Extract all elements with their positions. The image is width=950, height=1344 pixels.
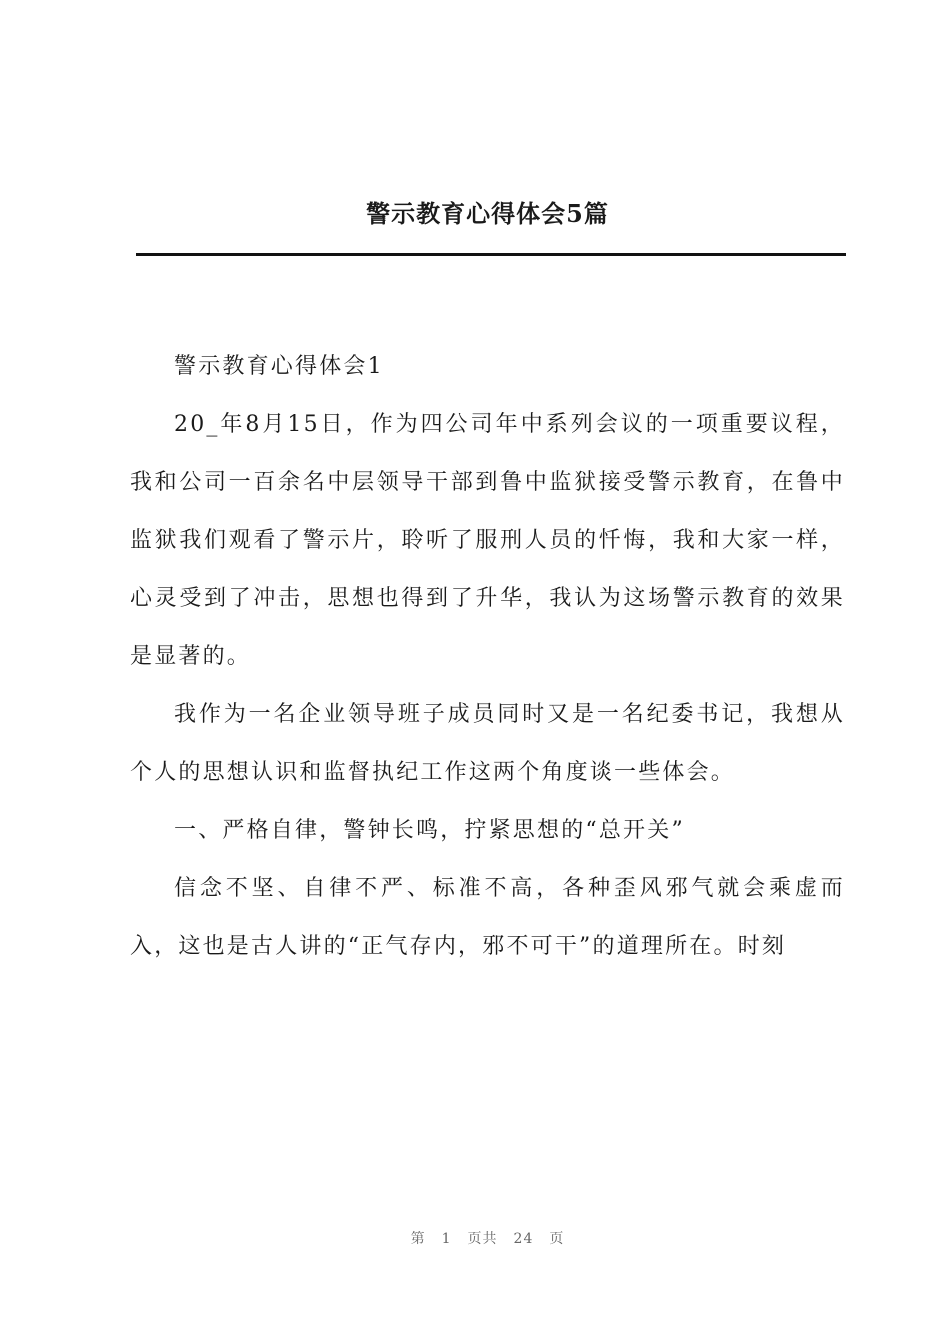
document-body [130, 338, 845, 976]
footer-current-page: 1 [441, 1231, 452, 1247]
footer-total-pages: 24 [513, 1231, 534, 1247]
section-heading-1: 警示教育心得体会1 [174, 354, 384, 379]
document-title: 警示教育心得体会5篇 [366, 199, 609, 228]
footer-label-page: 第 [410, 1231, 426, 1247]
body-paragraph: 我作为一名企业领导班子成员同时又是一名纪委书记，我想从个人的思想认识和监督执纪工作这两个角度谈一些体会。 [130, 702, 845, 785]
footer-label-page-of: 页共 [467, 1231, 498, 1247]
body-paragraph: 20_年8月15日，作为四公司年中系列会议的一项重要议程，我和公司一百余名中层领导干部到鲁中监狱接受警示教育，在鲁中监狱我们观看了警示片，聆听了服刑人员的忏悔，我和大家一样，心灵受到了冲击，思想也得到了升华，我认为这场警示教育的效果是显著的。 [130, 412, 845, 669]
title-divider [136, 253, 846, 256]
body-paragraph: 信念不坚、自律不严、标准不高，各种歪风邪气就会乘虚而入，这也是古人讲的“正气存内，邪不可干”的道理所在。时刻 [130, 876, 845, 959]
page-number-footer [0, 1228, 950, 1248]
subsection-heading: 一、严格自律，警钟长鸣，拧紧思想的“总开关” [174, 818, 685, 843]
footer-label-pages: 页 [549, 1231, 565, 1247]
